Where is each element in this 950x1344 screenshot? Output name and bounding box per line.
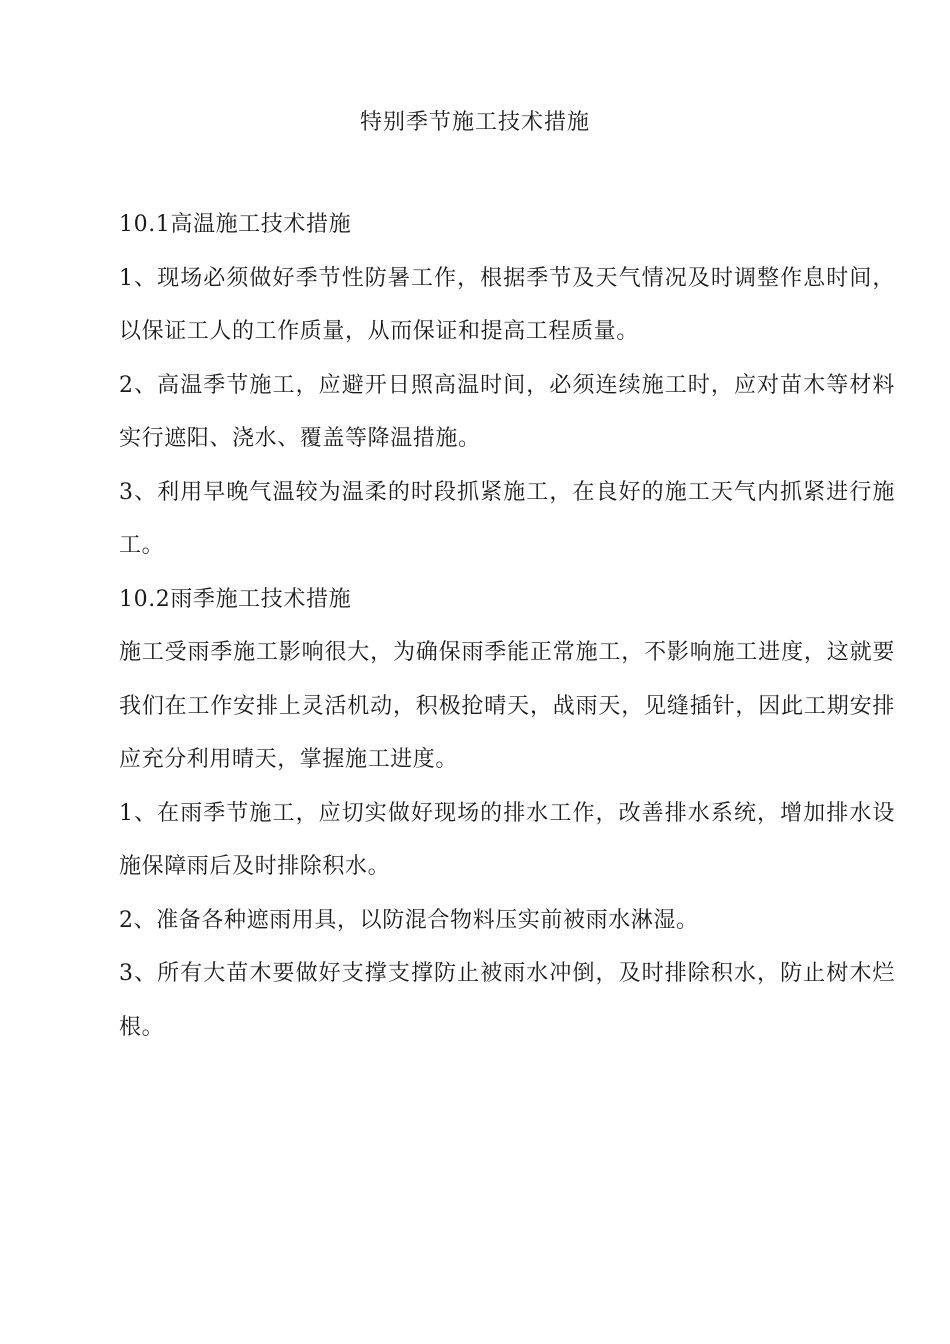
paragraph-heat-item-3: 3、利用早晚气温较为温柔的时段抓紧施工，在良好的施工天气内抓紧进行施工。	[119, 479, 895, 558]
page-title: 特别季节施工技术措施	[359, 110, 590, 135]
document-body	[119, 198, 895, 1054]
paragraph-rain-intro: 施工受雨季施工影响很大，为确保雨季能正常施工，不影响施工进度，这就要我们在工作安排上灵活机动，积极抢晴天，战雨天，见缝插针，因此工期安排应充分利用晴天，掌握施工进度。	[119, 640, 895, 772]
section-heading-rainy-season: 10.2雨季施工技术措施	[119, 586, 352, 612]
section-heading-high-temperature: 10.1高温施工技术措施	[119, 212, 352, 237]
paragraph-rain-item-2: 2、准备各种遮雨用具，以防混合物料压实前被雨水淋湿。	[119, 907, 699, 933]
paragraph-rain-item-3: 3、所有大苗木要做好支撑支撑防止被雨水冲倒，及时排除积水，防止树木烂根。	[119, 961, 895, 1040]
paragraph-heat-item-1: 1、现场必须做好季节性防暑工作，根据季节及天气情况及时调整作息时间，以保证工人的工作质量，从而保证和提高工程质量。	[119, 265, 895, 344]
paragraph-rain-item-1: 1、在雨季节施工，应切实做好现场的排水工作，改善排水系统，增加排水设施保障雨后及时排除积水。	[119, 800, 895, 879]
paragraph-heat-item-2: 2、高温季节施工，应避开日照高温时间，必须连续施工时，应对苗木等材料实行遮阳、浇水、覆盖等降温措施。	[119, 372, 895, 451]
